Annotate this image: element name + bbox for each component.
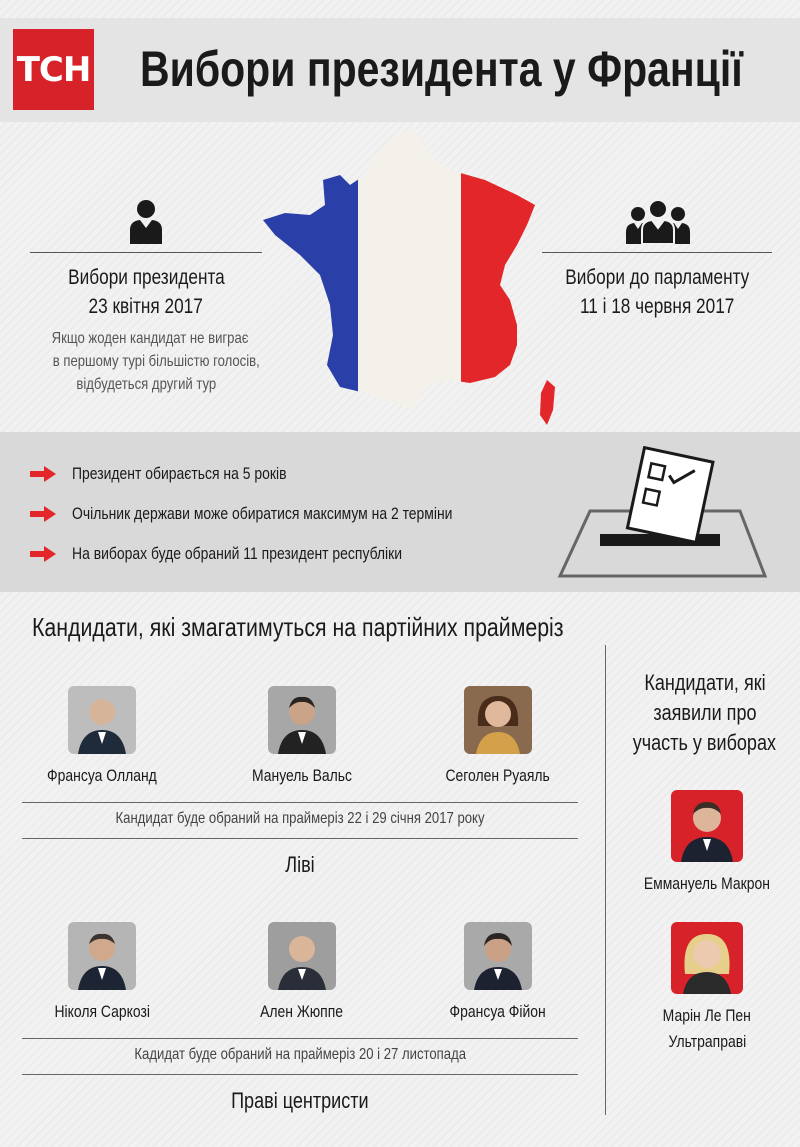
candidate-card[interactable] (622, 790, 792, 894)
vertical-divider (605, 645, 606, 1115)
presidential-election-info (30, 252, 262, 396)
tsn-logo[interactable] (13, 29, 94, 110)
divider-line (22, 838, 578, 839)
presidential-title: Вибори президента (67, 266, 225, 289)
person-icon (128, 198, 164, 244)
primaries-title: Кандидати, які змагатимуться на партійних праймеріз (32, 612, 564, 642)
candidate-name: Франсуа Олланд (47, 766, 157, 785)
candidate-photo (464, 922, 532, 990)
candidate-card[interactable] (22, 922, 182, 1022)
parliament-date: 11 і 18 червня 2017 (579, 295, 735, 318)
group-label-right: Праві центристи (231, 1088, 369, 1113)
fact-item: Очільник держави може обиратися максимум на 2 терміни (30, 502, 536, 526)
candidate-card[interactable] (418, 686, 578, 786)
candidate-card[interactable] (418, 922, 578, 1022)
candidate-name: Еммануель Макрон (643, 874, 771, 893)
header (0, 18, 800, 122)
logo-text: ТСН (16, 49, 91, 90)
candidate-card[interactable] (22, 686, 182, 786)
candidate-photo (68, 686, 136, 754)
parliament-title: Вибори до парламенту (564, 266, 750, 289)
primary-note-right: Кадидат буде обраний на праймеріз 20 і 27 листопада (134, 1046, 466, 1063)
presidential-date: 23 квітня 2017 (88, 295, 204, 318)
divider-line (22, 802, 578, 803)
fact-item: Президент обирається на 5 років (30, 462, 334, 486)
facts-band (0, 432, 800, 592)
presidential-note: Якщо жоден кандидат не виграє в першому турі більшістю голосів, відбудеться другий тур (51, 330, 260, 393)
candidate-card[interactable] (222, 922, 382, 1022)
primary-note-left: Кандидат буде обраний на праймеріз 22 і 29 січня 2017 року (115, 810, 485, 827)
candidate-photo (268, 686, 336, 754)
declared-title: Кандидати, які заявили про участь у виборах (632, 670, 777, 755)
divider-line (22, 1074, 578, 1075)
candidate-photo (671, 790, 743, 862)
candidate-name: Марін Ле Пен (662, 1006, 752, 1025)
candidate-name: Мануель Вальс (251, 766, 353, 785)
candidate-affiliation: Ультраправі (668, 1032, 746, 1051)
candidate-photo (268, 922, 336, 990)
candidate-card[interactable] (622, 922, 792, 1052)
group-label-left: Ліві (285, 852, 315, 877)
ballot-box-icon (555, 446, 770, 581)
page-title: Вибори президента у Франції (140, 41, 743, 97)
france-flag-map (255, 125, 565, 430)
candidate-name: Франсуа Фійон (449, 1002, 547, 1021)
arrow-right-icon (30, 546, 56, 562)
candidate-photo (464, 686, 532, 754)
divider-line (22, 1038, 578, 1039)
candidate-name: Ален Жюппе (260, 1002, 344, 1021)
arrow-right-icon (30, 506, 56, 522)
parliament-election-info (542, 252, 772, 321)
arrow-right-icon (30, 466, 56, 482)
candidate-photo (671, 922, 743, 994)
candidate-name: Ніколя Саркозі (54, 1002, 150, 1021)
candidate-photo (68, 922, 136, 990)
fact-item: На виборах буде обраний 11 президент республіки (30, 542, 475, 566)
group-icon (624, 198, 692, 244)
candidate-name: Сеголен Руаяль (445, 766, 551, 785)
candidate-card[interactable] (222, 686, 382, 786)
